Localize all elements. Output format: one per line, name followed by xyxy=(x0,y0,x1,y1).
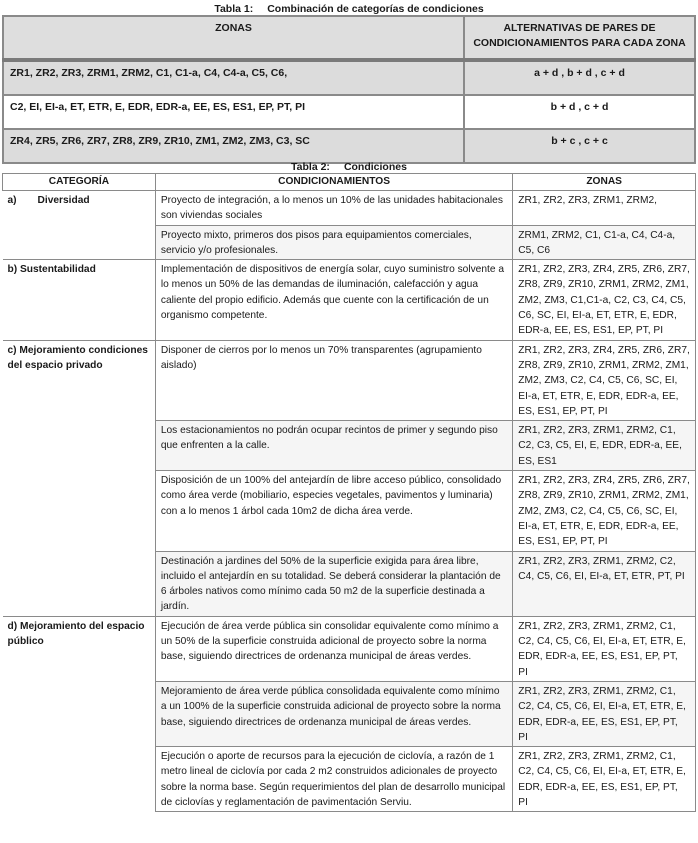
table1-combinations xyxy=(2,15,696,164)
table-row xyxy=(3,616,696,681)
category-name: Mejoramiento condiciones del espacio privado xyxy=(7,344,148,371)
table1-header-zonas: ZONAS xyxy=(3,16,464,60)
table1-caption xyxy=(0,3,698,15)
zonas-cell: ZR1, ZR2, ZR3, ZR4, ZR5, ZR6, ZR7, ZR8, ZR9, ZR10, ZRM1, ZRM2, ZM1, ZM2, ZM3, C2, C4, C5, C6, SC, EI, EI-a, ET, ETR, E, EDR, EDR-a, EE, ES, ES1, EP, PT, PI xyxy=(513,340,696,420)
table1-zonas-cell: ZR4, ZR5, ZR6, ZR7, ZR8, ZR9, ZR10, ZM1, ZM2, ZM3, C3, SC xyxy=(3,129,464,163)
category-letter: d) xyxy=(7,620,18,632)
category-espacio-privado xyxy=(3,340,156,616)
zonas-cell: ZR1, ZR2, ZR3, ZRM1, ZRM2, C1, C2, C3, C5, EI, E, EDR, EDR-a, EE, ES, ES1 xyxy=(513,421,696,471)
table2-header-zonas: ZONAS xyxy=(513,174,696,191)
condicionamiento-cell: Proyecto de integración, a lo menos un 10% de las unidades habitacionales son viviendas sociales xyxy=(155,191,512,226)
table1-alternativas-cell: b + c , c + c xyxy=(464,129,695,163)
zonas-cell: ZR1, ZR2, ZR3, ZRM1, ZRM2, C2, C4, C5, C6, EI, EI-a, ET, ETR, PT, PI xyxy=(513,551,696,616)
zonas-cell: ZR1, ZR2, ZR3, ZRM1, ZRM2, xyxy=(513,191,696,226)
table1-caption-title: Combinación de categorías de condiciones xyxy=(267,3,484,15)
table1-alternativas-cell: a + d , b + d , c + d xyxy=(464,60,695,95)
table-row xyxy=(3,60,695,95)
table2-caption xyxy=(0,161,698,173)
category-letter: b) xyxy=(7,264,18,276)
table2-caption-number: Tabla 2: xyxy=(291,161,330,173)
table2-caption-title: Condiciones xyxy=(343,161,407,173)
table2-header-categoria: CATEGORÍA xyxy=(3,174,156,191)
condicionamiento-cell: Ejecución de área verde pública sin consolidar equivalente como mínimo a un 50% de la superficie construida adicional de proyecto sobre la norma base, siguiendo directrices de ordenanza municipal de áreas verdes. xyxy=(155,616,512,681)
table-row xyxy=(3,260,696,340)
zonas-cell: ZR1, ZR2, ZR3, ZRM1, ZRM2, C1, C2, C4, C5, C6, EI, EI-a, ET, ETR, E, EDR, EDR-a, EE, ES, ES1, EP, PT, PI xyxy=(513,616,696,681)
condicionamiento-cell: Mejoramiento de área verde pública consolidada equivalente como mínimo a un 100% de la superficie construida adicional de proyecto sobre la norma base, siguiendo directrices de ordenanza municipal de áreas verdes. xyxy=(155,681,512,746)
condicionamiento-cell: Destinación a jardines del 50% de la superficie exigida para área libre, incluido el antejardín en su totalidad. Se deberá considerar la plantación de 6 árboles nativos como mínimo cada 50 m2 de la superficie destinada a jardín. xyxy=(155,551,512,616)
table-row xyxy=(3,340,696,420)
table1-zonas-cell: ZR1, ZR2, ZR3, ZRM1, ZRM2, C1, C1-a, C4, C4-a, C5, C6, xyxy=(3,60,464,95)
condicionamiento-cell: Implementación de dispositivos de energía solar, cuyo suministro solvente a lo menos un 50% de las demandas de iluminación, calefacción y agua caliente del propio edificio. Además que cuente con la certificación de un organismo competente. xyxy=(155,260,512,340)
condicionamiento-cell: Los estacionamientos no podrán ocupar recintos de primer y segundo piso que enfrenten a la calle. xyxy=(155,421,512,471)
zonas-cell: ZR1, ZR2, ZR3, ZRM1, ZRM2, C1, C2, C4, C5, C6, EI, EI-a, ET, ETR, E, EDR, EDR-a, EE, ES, ES1, EP, PT, PI xyxy=(513,747,696,812)
table1-zonas-cell: C2, EI, EI-a, ET, ETR, E, EDR, EDR-a, EE, ES, ES1, EP, PT, PI xyxy=(3,95,464,129)
category-name: Mejoramiento del espacio público xyxy=(7,620,145,648)
condicionamiento-cell: Disposición de un 100% del antejardín de libre acceso público, consolidado como área verde (mobiliario, especies vegetales, pavimentos y luminaria) con a lo menos 1 árbol cada 10m2 de dicha área verde. xyxy=(155,471,512,551)
condicionamiento-cell: Proyecto mixto, primeros dos pisos para equipamientos comerciales, servicio y/o profesionales. xyxy=(155,225,512,260)
table1-header-alternativas: ALTERNATIVAS DE PARES DE CONDICIONAMIENTOS PARA CADA ZONA xyxy=(464,16,695,60)
category-espacio-publico xyxy=(3,616,156,812)
table2-conditions xyxy=(2,173,696,812)
zonas-cell: ZR1, ZR2, ZR3, ZRM1, ZRM2, C1, C2, C4, C5, C6, EI, EI-a, ET, ETR, E, EDR, EDR-a, EE, ES, ES1, EP, PT, PI xyxy=(513,681,696,746)
zonas-cell: ZR1, ZR2, ZR3, ZR4, ZR5, ZR6, ZR7, ZR8, ZR9, ZR10, ZRM1, ZRM2, ZM1, ZM2, ZM3, C2, C4, C5, C6, SC, EI, EI-a, ET, ETR, E, EDR, EDR-a, EE, ES, ES1, EP, PT, PI xyxy=(513,471,696,551)
table1-header-row xyxy=(3,16,695,60)
condicionamiento-cell: Disponer de cierros por lo menos un 70% transparentes (agrupamiento aislado) xyxy=(155,340,512,420)
table1-caption-number: Tabla 1: xyxy=(214,3,254,15)
table2-header-condicionamientos: CONDICIONAMIENTOS xyxy=(155,174,512,191)
zonas-cell: ZR1, ZR2, ZR3, ZR4, ZR5, ZR6, ZR7, ZR8, ZR9, ZR10, ZRM1, ZRM2, ZM1, ZM2, ZM3, C1,C1-a, C2, C3, C4, C5, C6, SC, EI, EI-a, ET, ETR, E, EDR, EDR-a, EE, ES, ES1, EP, PT, PI xyxy=(513,260,696,340)
zonas-cell: ZRM1, ZRM2, C1, C1-a, C4, C4-a, C5, C6 xyxy=(513,225,696,260)
category-letter: c) xyxy=(7,344,17,356)
category-name: Diversidad xyxy=(37,195,90,206)
category-sustentabilidad xyxy=(3,260,156,340)
table-row xyxy=(3,129,695,163)
category-diversidad xyxy=(3,191,156,260)
table1-alternativas-cell: b + d , c + d xyxy=(464,95,695,129)
condicionamiento-cell: Ejecución o aporte de recursos para la ejecución de ciclovía, a razón de 1 metro lineal de ciclovía por cada 2 m2 construidos adicionales de proyecto sobre la norma base. Según requerimientos del plan de desarrollo municipal de ciclovías y reglamentación de pavimentación Serviu. xyxy=(155,747,512,812)
category-name: Sustentabilidad xyxy=(19,264,96,276)
table-row xyxy=(3,95,695,129)
table2-header-row xyxy=(3,174,696,191)
table-row xyxy=(3,191,696,226)
category-letter: a) xyxy=(7,195,17,206)
